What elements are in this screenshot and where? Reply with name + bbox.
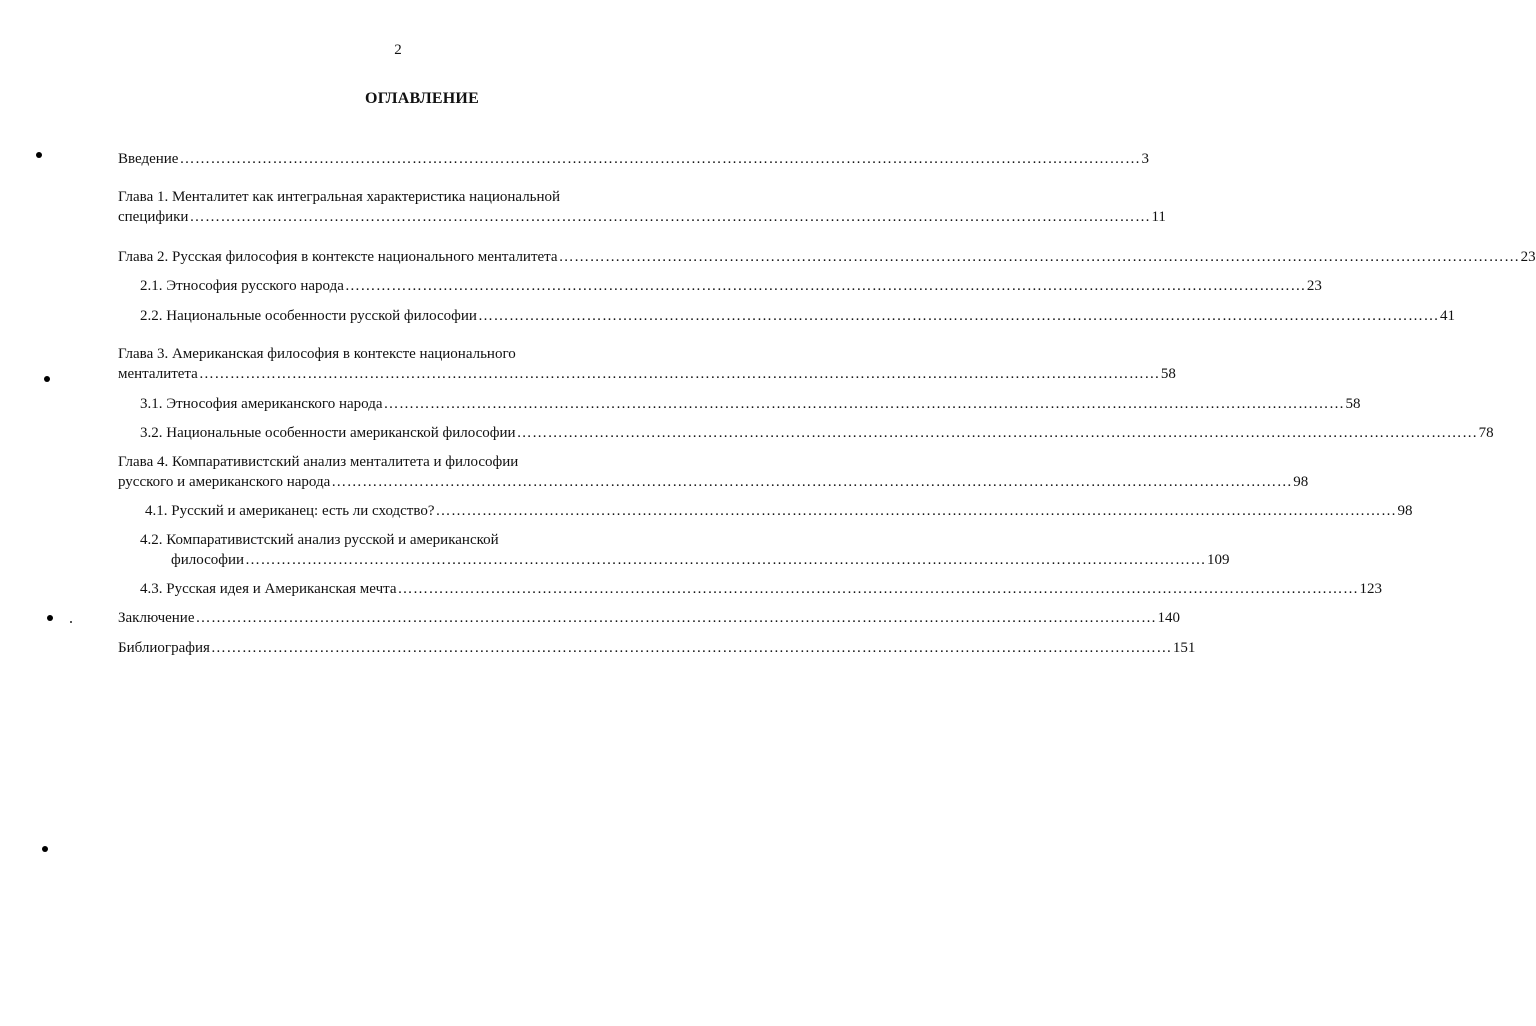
leader-dots: ……………………………………………………………………………………………………………………………………………………………………: [189, 209, 1151, 225]
toc-entry-conclusion[interactable]: [118, 609, 1180, 627]
toc-entry-page: 58: [1345, 396, 1361, 412]
toc-entry-label-line1: Глава 3. Американская философия в контексте национального: [118, 346, 516, 362]
leader-dots: ……………………………………………………………………………………………………………………………………………………………………: [179, 151, 1141, 167]
toc-entry-label-line1: 4.2. Компаративистский анализ русской и американской: [140, 532, 499, 548]
toc-entry-bibliography[interactable]: [118, 639, 1196, 657]
toc-entry-label: 3.1. Этнософия американского народа: [140, 396, 383, 412]
toc-entry-section-3-2[interactable]: [140, 424, 1494, 442]
toc-entry-section-4-1[interactable]: [145, 502, 1413, 520]
leader-dots: ……………………………………………………………………………………………………………………………………………………………………: [435, 503, 1397, 519]
leader-dots: ……………………………………………………………………………………………………………………………………………………………………: [383, 396, 1345, 412]
toc-entry-label: менталитета: [118, 366, 198, 382]
toc-entry-label: 2.2. Национальные особенности русской философии: [140, 308, 477, 324]
toc-entry-page: 151: [1172, 640, 1196, 656]
toc-entry-introduction[interactable]: [118, 150, 1149, 168]
scan-artifact-dot: [47, 615, 53, 621]
leader-dots: ……………………………………………………………………………………………………………………………………………………………………: [558, 249, 1520, 265]
toc-entry-page: 23: [1306, 278, 1322, 294]
toc-entry-label: Библиография: [118, 640, 210, 656]
toc-entry-chapter-3[interactable]: [118, 345, 1176, 383]
toc-entry-label: 4.1. Русский и американец: есть ли сходство?: [145, 503, 435, 519]
toc-entry-label: Введение: [118, 151, 179, 167]
toc-entry-label: Заключение: [118, 610, 195, 626]
toc-entry-label: Глава 2. Русская философия в контексте национального менталитета: [118, 249, 558, 265]
toc-entry-label: 3.2. Национальные особенности американской философии: [140, 425, 516, 441]
leader-dots: ……………………………………………………………………………………………………………………………………………………………………: [245, 552, 1207, 568]
toc-entry-chapter-1[interactable]: [118, 188, 1166, 226]
toc-entry-page: 78: [1478, 425, 1494, 441]
toc-entry-page: 109: [1207, 552, 1230, 568]
toc-entry-chapter-4[interactable]: [118, 453, 1309, 491]
toc-entry-page: 140: [1157, 610, 1180, 626]
leader-dots: ……………………………………………………………………………………………………………………………………………………………………: [344, 278, 1306, 294]
toc-entry-section-2-2[interactable]: [140, 307, 1455, 325]
toc-entry-page: 3: [1141, 151, 1149, 167]
toc-entry-section-4-3[interactable]: [140, 580, 1383, 598]
toc-entry-section-4-2[interactable]: [140, 531, 1230, 569]
leader-dots: ……………………………………………………………………………………………………………………………………………………………………: [198, 366, 1160, 382]
toc-entry-section-2-1[interactable]: [140, 277, 1322, 295]
toc-title: ОГЛАВЛЕНИЕ: [365, 90, 479, 107]
toc-entry-label: русского и американского народа: [118, 474, 331, 490]
scan-artifact-dot: [42, 846, 48, 852]
toc-entry-label: философии: [171, 552, 245, 568]
page-number: 2: [394, 42, 402, 58]
toc-entry-label-line1: Глава 4. Компаративистский анализ менталитета и философии: [118, 454, 519, 470]
toc-entry-section-3-1[interactable]: [140, 395, 1361, 413]
toc-entry-label-line1: Глава 1. Менталитет как интегральная характеристика национальной: [118, 189, 561, 205]
leader-dots: ……………………………………………………………………………………………………………………………………………………………………: [477, 308, 1439, 324]
leader-dots: ……………………………………………………………………………………………………………………………………………………………………: [397, 581, 1359, 597]
toc-entry-page: 58: [1160, 366, 1176, 382]
toc-entry-label: 4.3. Русская идея и Американская мечта: [140, 581, 397, 597]
toc-entry-label: 2.1. Этнософия русского народа: [140, 278, 344, 294]
toc-entry-page: 41: [1439, 308, 1455, 324]
scan-artifact-dot: [44, 376, 50, 382]
toc-entry-page: 123: [1359, 581, 1383, 597]
leader-dots: ……………………………………………………………………………………………………………………………………………………………………: [331, 474, 1293, 490]
scan-artifact-dot: [36, 152, 42, 158]
leader-dots: ……………………………………………………………………………………………………………………………………………………………………: [210, 640, 1172, 656]
toc-entry-label: специфики: [118, 209, 189, 225]
leader-dots: ……………………………………………………………………………………………………………………………………………………………………: [195, 610, 1157, 626]
toc-entry-page: 11: [1151, 209, 1166, 225]
leader-dots: ……………………………………………………………………………………………………………………………………………………………………: [516, 425, 1478, 441]
scan-artifact-speck: [70, 621, 72, 623]
toc-entry-page: 98: [1397, 503, 1413, 519]
toc-entry-chapter-2[interactable]: [118, 248, 1536, 266]
toc-entry-page: 23: [1520, 249, 1536, 265]
toc-entry-page: 98: [1293, 474, 1309, 490]
